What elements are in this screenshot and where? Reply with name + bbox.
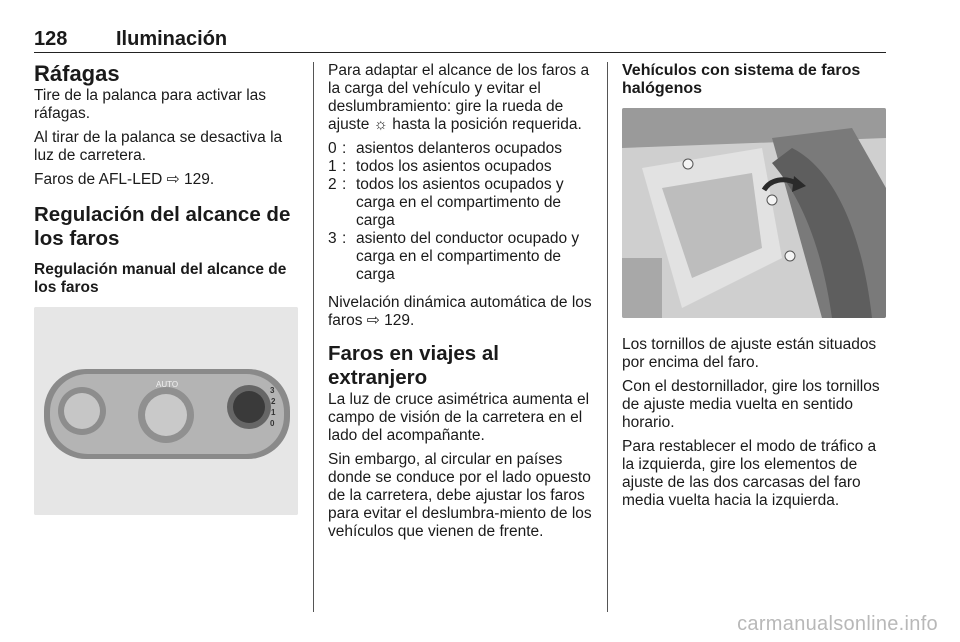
load-position-list xyxy=(328,140,592,284)
list-item: 3 : asiento del conductor ocupado y carga en el compartimento de carga xyxy=(328,230,580,283)
paragraph: Los tornillos de ajuste están situados por encima del faro. xyxy=(622,336,877,371)
paragraph: Al tirar de la palanca se desactiva la luz de carretera. xyxy=(34,129,283,164)
heading-extranjero: Faros en viajes al extranjero xyxy=(328,342,499,389)
page-number: 128 xyxy=(34,28,68,50)
dial-label-1: 1 xyxy=(271,408,276,417)
heading-regulacion-manual: Regulación manual del alcance de los faros xyxy=(34,261,287,296)
heading-halogenos: Vehículos con sistema de faros halógenos xyxy=(622,62,861,97)
column-right xyxy=(622,62,886,516)
dial-label-0: 0 xyxy=(270,419,275,428)
column-divider xyxy=(313,62,314,612)
list-item: 0 : asientos delanteros ocupados xyxy=(328,140,562,157)
paragraph: Para restablecer el modo de tráfico a la izquierda, gire los elementos de ajuste de las dos carcasas del faro media vuelta hacia la izquierda. xyxy=(622,438,877,509)
list-item: 2 : todos los asientos ocupados y carga en el compartimento de carga xyxy=(328,176,564,229)
page-ref-icon: ⇨ xyxy=(166,171,180,188)
column-left xyxy=(34,62,298,515)
page-ref-link[interactable]: 129. xyxy=(384,312,415,329)
heading-rafagas: Ráfagas xyxy=(34,61,120,86)
headlight-adjustment-image xyxy=(622,108,886,318)
page-ref-icon: ⇨ xyxy=(366,312,380,329)
headlight-range-icon: ☼ xyxy=(373,116,388,133)
watermark: carmanualsonline.info xyxy=(737,613,938,635)
page-ref-link[interactable]: 129. xyxy=(183,171,215,188)
chapter-title: Iluminación xyxy=(116,28,228,50)
column-middle xyxy=(328,62,592,547)
heading-regulacion: Regulación del alcance de los faros xyxy=(34,203,291,250)
list-item: 1 : todos los asientos ocupados xyxy=(328,158,552,175)
paragraph: La luz de cruce asimétrica aumenta el campo de visión de la carretera en el lado del acompañante. xyxy=(328,391,590,444)
control-panel-image xyxy=(34,307,298,515)
dial-label-3: 3 xyxy=(270,386,275,395)
column-divider xyxy=(607,62,608,612)
auto-label: AUTO xyxy=(156,380,179,389)
page-header xyxy=(34,26,886,53)
paragraph: Faros de AFL-LED ⇨ 129. xyxy=(34,171,215,188)
paragraph: Nivelación dinámica automática de los faros ⇨ 129. xyxy=(328,294,592,329)
paragraph: Para adaptar el alcance de los faros a la carga del vehículo y evitar el deslumbramiento: gire la rueda de ajuste ☼ hasta la posición requerida. xyxy=(328,62,590,133)
dial-label-2: 2 xyxy=(271,397,276,406)
paragraph: Tire de la palanca para activar las ráfagas. xyxy=(34,87,267,122)
paragraph: Con el destornillador, gire los tornillos de ajuste media vuelta en sentido horario. xyxy=(622,378,880,431)
paragraph: Sin embargo, al circular en países donde se conduce por el lado opuesto de la carretera, debe ajustar los faros para evitar el deslumbra-miento de los vehículos que vienen de frente. xyxy=(328,451,592,540)
